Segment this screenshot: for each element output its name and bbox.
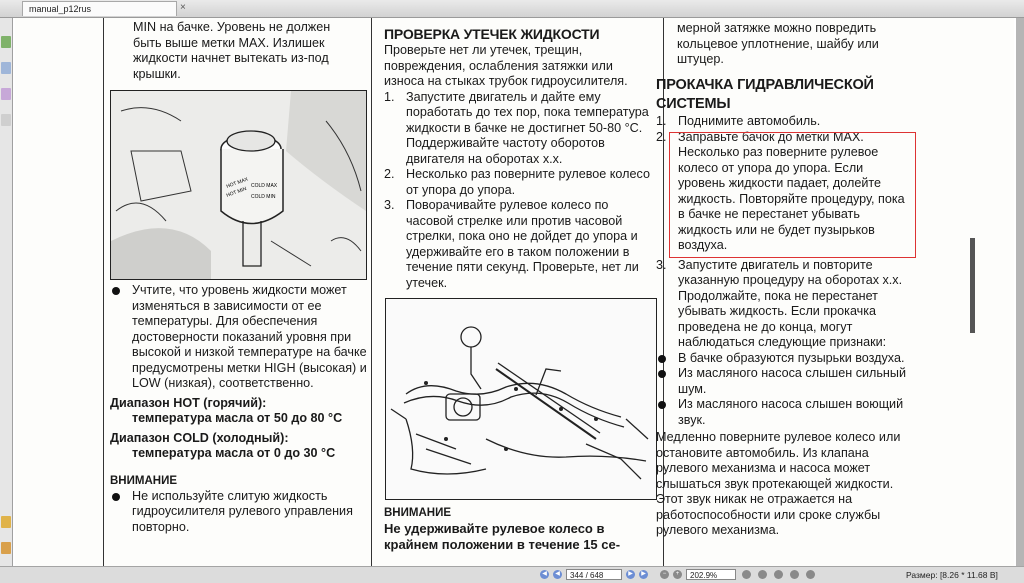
section-title-line: ПРОКАЧКА ГИДРАВЛИЧЕСКОЙ	[656, 77, 874, 93]
hot-range-title: Диапазон HOT (горячий):	[110, 395, 267, 410]
hot-range-value: температура масла от 50 до 80 °C	[132, 411, 343, 425]
highlight-annotation[interactable]	[669, 129, 916, 258]
step-number: 2.	[656, 129, 667, 144]
reservoir-photo	[110, 90, 367, 280]
text-line: крышки.	[133, 66, 181, 81]
two-page-icon[interactable]	[806, 570, 815, 579]
warning-heading: ВНИМАНИЕ	[384, 507, 452, 519]
text-line: MIN на бачке. Уровень не должен	[133, 20, 331, 34]
photo-label: COLD MIN	[251, 194, 276, 200]
warning-text: Не используйте слитую жидкость гидроусилителя рулевого управления повторно.	[110, 489, 367, 536]
list-item	[656, 114, 918, 130]
step-text: Заправьте бачок до метки MAX. Несколько раз поверните рулевое колесо от упора до упора. Если уровень жидкости падает, долейте жидкость. Повторяйте процедуру, пока в бачке не перестанет убывать жидкость или не будет пузырьков воздуха.	[678, 129, 905, 252]
list-item	[384, 90, 656, 168]
annotations-icon[interactable]	[1, 88, 11, 100]
section-title-leak-check: ПРОВЕРКА УТЕЧЕК ЖИДКОСТИ	[384, 26, 600, 42]
next-page-icon[interactable]: ▶	[626, 570, 635, 579]
bookmarks-icon[interactable]	[1, 36, 11, 48]
closing-paragraph: Медленно поверните рулевое колесо или остановите автомобиль. Из клапана рулевого механизма и насоса может слышаться звук протекающей жидкости. Этот звук никак не отражается на работоспособности или сроке службы рулевого механизма.	[656, 430, 901, 537]
continued-text: мерной затяжке можно повредить кольцевое уплотнение, шайбу или штуцер.	[677, 21, 879, 66]
text-line: жидкости начнет вытекать из-под	[133, 51, 329, 65]
photo-label: COLD MAX	[251, 183, 278, 189]
attachments-icon[interactable]	[1, 516, 11, 528]
symptom-bullet: Из масляного насоса слышен воющий звук.	[656, 397, 918, 428]
layers-icon[interactable]	[1, 114, 11, 126]
step-text: Запустите двигатель и дайте ему поработать до тех пор, пока температура жидкости в бачке не достигнет 50-80 °C. Поддерживайте частоту оборотов двигателя на оборотах х.х.	[406, 89, 649, 166]
notes-icon[interactable]	[1, 542, 11, 554]
left-toolbar	[0, 18, 13, 566]
symptom-bullet: Из масляного насоса слышен сильный шум.	[656, 366, 918, 397]
list-item	[384, 198, 656, 291]
column-divider	[371, 18, 372, 566]
first-page-icon[interactable]: ◀	[540, 570, 549, 579]
step-number: 2.	[384, 167, 395, 181]
view-mode-icon[interactable]	[742, 570, 751, 579]
thumbnails-icon[interactable]	[1, 62, 11, 74]
column-2-warning	[384, 506, 656, 553]
step-number: 1.	[384, 89, 395, 104]
document-page	[13, 18, 1016, 566]
page-size-label: Размер: [8.26 * 11.68 В]	[906, 570, 998, 580]
warning-text: Не удерживайте рулевое колесо в крайнем положении в течение 15 се-	[384, 521, 621, 552]
zoom-in-icon[interactable]: +	[673, 570, 682, 579]
step-text: Поднимите автомобиль.	[678, 114, 821, 128]
tab-document[interactable]	[22, 1, 177, 16]
cold-range-title: Диапазон COLD (холодный):	[110, 430, 289, 445]
list-item	[384, 167, 656, 198]
zoom-out-icon[interactable]: −	[660, 570, 669, 579]
photo-label: HOT MAX	[225, 176, 250, 190]
rotate-icon[interactable]	[790, 570, 799, 579]
status-bar	[0, 566, 1024, 583]
text-line: быть выше метки MAX. Излишек	[133, 35, 325, 50]
column-1-top	[133, 20, 365, 82]
page-edge-mark	[970, 238, 975, 333]
photo-label: HOT MIN	[225, 186, 248, 199]
column-3-top	[677, 21, 913, 68]
step-number: 3.	[384, 198, 395, 212]
steering-system-diagram	[385, 298, 657, 500]
step-text: Запустите двигатель и повторите указанную процедуру на оборотах х.х. Продолжайте, пока не перестанет убывать жидкость. Если прокачка проведена не до конца, могут наблюдаться следующие признаки:	[678, 257, 903, 349]
symptom-bullet: В бачке образуются пузырьки воздуха.	[656, 351, 918, 367]
step-number: 3.	[656, 257, 667, 272]
step-number: 1.	[656, 114, 667, 128]
tab-title: manual_p12rus	[29, 4, 92, 14]
column-divider	[103, 18, 104, 566]
section-intro: Проверьте нет ли утечек, трещин, повреждения, ослабления затяжки или износа на стыках трубок гидроусилителя.	[384, 43, 628, 88]
column-2	[384, 25, 656, 291]
page-number-field[interactable]: 344 / 648	[566, 569, 622, 580]
list-item	[656, 258, 918, 351]
section-title-line: СИСТЕМЫ	[656, 96, 731, 112]
last-page-icon[interactable]: ▶	[639, 570, 648, 579]
note-bullet: Учтите, что уровень жидкости может изменяться в зависимости от ее температуры. Для обеспечения достоверности показаний уровня при высокой и низкой температуре на бачке предусмотрены метки HIGH (высокая) и LOW (низкая), соответственно.	[110, 283, 367, 392]
warning-heading: ВНИМАНИЕ	[110, 474, 178, 487]
step-text: Поворачивайте рулевое колесо по часовой стрелке или против часовой стрелки, пока оно не дойдет до упора и удерживайте его в таком положении в течение пяти секунд. Проверьте, нет ли утечек.	[406, 198, 639, 290]
step-text: Несколько раз поверните рулевое колесо от упора до упора.	[406, 167, 650, 197]
previous-page-icon[interactable]: ◀	[553, 570, 562, 579]
cold-range-value: температура масла от 0 до 30 °C	[132, 446, 336, 460]
close-tab-icon[interactable]: ×	[180, 2, 186, 13]
zoom-field[interactable]: 202.9%	[686, 569, 736, 580]
tab-bar	[0, 0, 1024, 18]
fit-width-icon[interactable]	[774, 570, 783, 579]
page-content	[15, 18, 1014, 566]
column-1-body	[110, 283, 367, 535]
fit-page-icon[interactable]	[758, 570, 767, 579]
